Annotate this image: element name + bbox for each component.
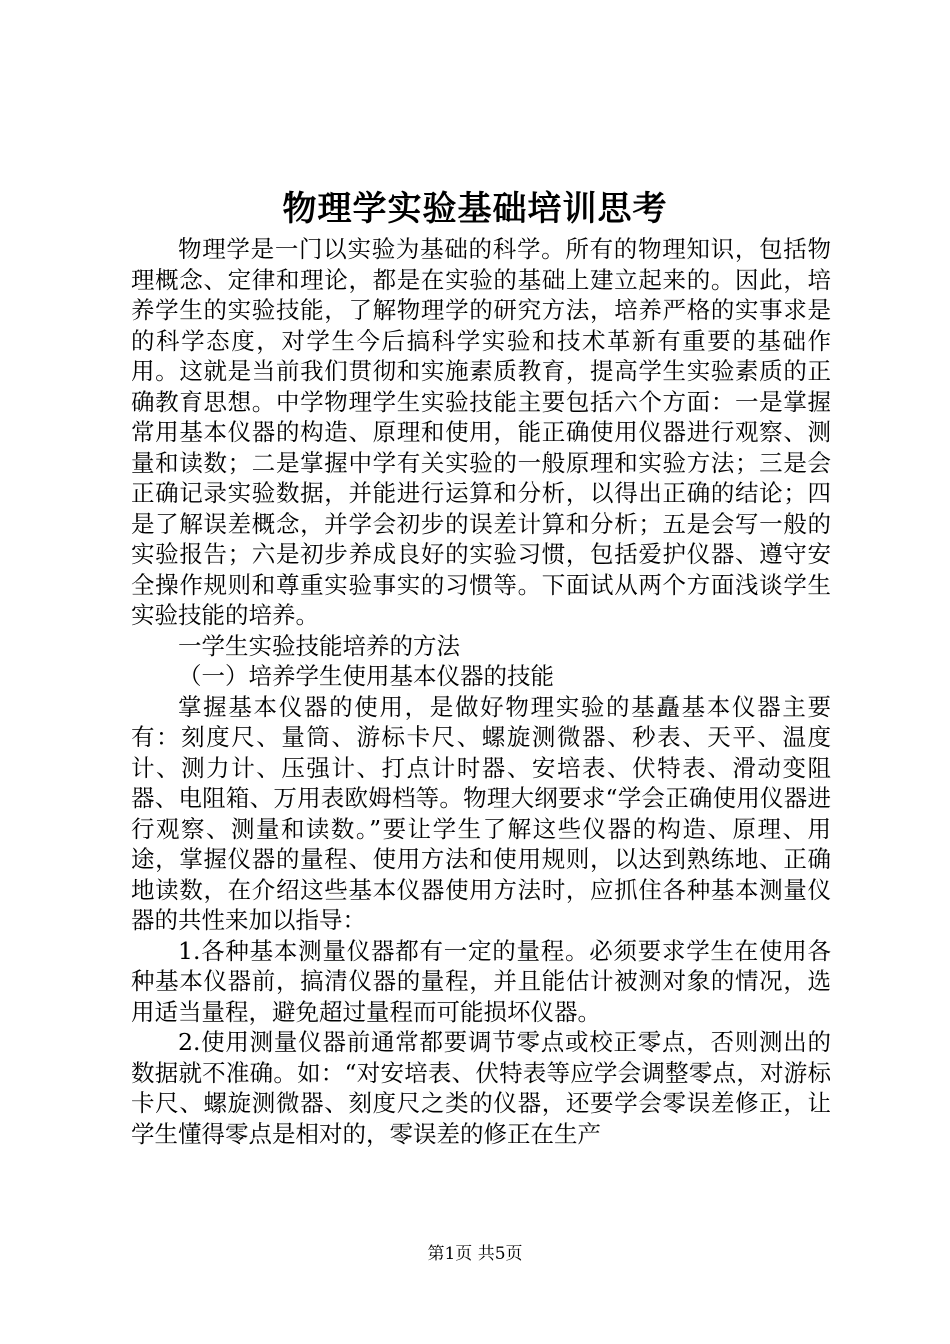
document-title: 物理学实验基础培训思考 bbox=[282, 189, 668, 229]
page-footer: 第1页 共5页 bbox=[427, 1244, 523, 1264]
document-body bbox=[131, 234, 831, 1149]
list-item-zero-point: 2.使用测量仪器前通常都要调节零点或校正零点，否则测出的数据就不准确。如：“对安培表、伏特表等应学会调整零点，对游标卡尺、螺旋测微器、刻度尺之类的仪器，还要学会零误差修正，让学生懂得零点是相对的，零误差的修正在生产 bbox=[131, 1028, 831, 1148]
paragraph-instruments: 掌握基本仪器的使用，是做好物理实验的基矗基本仪器主要有：刻度尺、量筒、游标卡尺、螺旋测微器、秒表、天平、温度计、测力计、压强计、打点计时器、安培表、伏特表、滑动变阻器、电阻箱、万用表欧姆档等。物理大纲要求“学会正确使用仪器进行观察、测量和读数。”要让学生了解这些仪器的构造、原理、用途，掌握仪器的量程、使用方法和使用规则，以达到熟练地、正确地读数，在介绍这些基本仪器使用方法时，应抓住各种基本测量仪器的共性来加以指导： bbox=[131, 692, 831, 934]
list-item-range: 1.各种基本测量仪器都有一定的量程。必须要求学生在使用各种基本仪器前，搞清仪器的量程，并且能估计被测对象的情况，选用适当量程，避免超过量程而可能损坏仪器。 bbox=[131, 936, 831, 1026]
paragraph-intro: 物理学是一门以实验为基础的科学。所有的物理知识，包括物理概念、定律和理论，都是在实验的基础上建立起来的。因此，培养学生的实验技能，了解物理学的研究方法，培养严格的实事求是的科学态度，对学生今后搞科学实验和技术革新有重要的基础作用。这就是当前我们贯彻和实施素质教育，提高学生实验素质的正确教育思想。中学物理学生实验技能主要包括六个方面：一是掌握常用基本仪器的构造、原理和使用，能正确使用仪器进行观察、测量和读数；二是掌握中学有关实验的一般原理和实验方法；三是会正确记录实验数据，并能进行运算和分析，以得出正确的结论；四是了解误差概念，并学会初步的误差计算和分析；五是会写一般的实验报告；六是初步养成良好的实验习惯，包括爱护仪器、遵守安全操作规则和尊重实验事实的习惯等。下面试从两个方面浅谈学生实验技能的培养。 bbox=[131, 235, 831, 629]
subsection-heading: （一）培养学生使用基本仪器的技能 bbox=[178, 662, 554, 690]
section-heading: 一学生实验技能培养的方法 bbox=[178, 631, 460, 660]
